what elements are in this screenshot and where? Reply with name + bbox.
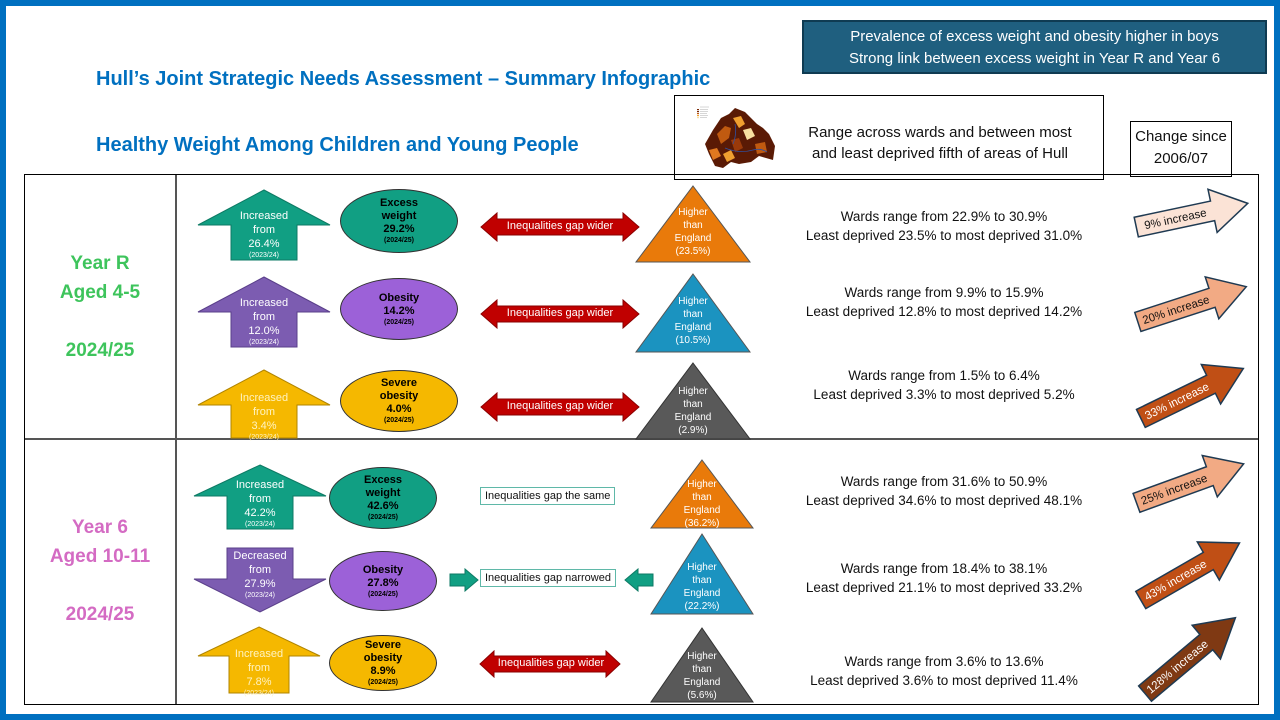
group-year: 2024/25: [65, 340, 135, 361]
gap-label: Inequalities gap narrowed: [480, 569, 616, 587]
change-label: 33% increase: [1143, 381, 1212, 423]
ward-range-heading-line1: Range across wards and between most: [808, 124, 1072, 141]
trend-label: Increased from 42.2% (2023/24): [235, 479, 285, 528]
page-subtitle: Healthy Weight Among Children and Young People: [96, 134, 579, 156]
hull-ward-map-icon: [695, 104, 777, 170]
group-name: Year R: [70, 253, 130, 274]
group-age: Aged 10-11: [49, 546, 151, 567]
measure-ellipse: Severe obesity 4.0% (2024/25): [340, 370, 458, 432]
gap-label: Inequalities gap wider: [497, 657, 605, 669]
england-comparison-label: Higher than England (36.2%): [683, 479, 721, 529]
change-label: 20% increase: [1141, 294, 1212, 327]
gap-label: Inequalities gap wider: [506, 307, 614, 319]
metric-row: [25, 531, 1260, 619]
england-comparison-label: Higher than England (2.9%): [674, 386, 712, 436]
group-year: 2024/25: [65, 604, 135, 625]
change-label: 43% increase: [1142, 558, 1210, 604]
england-comparison-label: Higher than England (22.2%): [683, 562, 721, 612]
metric-row: [25, 270, 1260, 358]
metric-row: [25, 619, 1260, 707]
measure-ellipse: Obesity 27.8% (2024/25): [329, 551, 437, 611]
ward-range-heading-line2: and least deprived fifth of areas of Hull: [812, 145, 1068, 162]
england-comparison-label: Higher than England (23.5%): [674, 207, 712, 257]
ward-range-header: [674, 95, 1104, 180]
metric-row: [25, 355, 1260, 443]
metric-row: [25, 443, 1260, 531]
narrowing-arrow-right-icon: [449, 568, 479, 592]
measure-ellipse: Excess weight 29.2% (2024/25): [340, 189, 458, 253]
change-arrow-icon: [1127, 595, 1257, 709]
trend-label: Increased from 3.4% (2023/24): [239, 392, 289, 441]
change-label: 9% increase: [1143, 207, 1208, 233]
change-arrow-icon: [1131, 341, 1255, 437]
change-arrow-icon: [1131, 260, 1255, 340]
ward-range-text: Wards range from 3.6% to 13.6% Least deprived 3.6% to most deprived 11.4%: [810, 654, 1078, 688]
change-since-line2: 2006/07: [1153, 150, 1209, 167]
ward-range-heading: [781, 122, 1099, 164]
infographic-table: [24, 174, 1259, 705]
gap-label: Inequalities gap the same: [480, 487, 615, 505]
group-name: Year 6: [72, 517, 128, 538]
page-title: Hull’s Joint Strategic Needs Assessment – Summary Infographic: [96, 68, 711, 90]
slide: [6, 6, 1274, 714]
england-comparison-label: Higher than England (5.6%): [683, 651, 721, 701]
ward-range-text: Wards range from 18.4% to 38.1% Least deprived 21.1% to most deprived 33.2%: [805, 561, 1083, 595]
trend-label: Increased from 26.4% (2023/24): [239, 210, 289, 259]
trend-label: Increased from 7.8% (2023/24): [234, 648, 284, 697]
measure-ellipse: Obesity 14.2% (2024/25): [340, 278, 458, 340]
trend-label: Decreased from 27.9% (2023/24): [233, 550, 287, 599]
group-age: Aged 4-5: [59, 282, 141, 303]
gap-label: Inequalities gap wider: [506, 220, 614, 232]
change-arrow-icon: [1131, 181, 1255, 241]
key-finding-2: Strong link between excess weight in Year R and Year 6: [848, 50, 1221, 67]
measure-ellipse: Excess weight 42.6% (2024/25): [329, 467, 437, 529]
ward-range-text: Wards range from 31.6% to 50.9% Least deprived 34.6% to most deprived 48.1%: [805, 474, 1083, 508]
change-label: 128% increase: [1144, 638, 1211, 697]
key-finding-1: Prevalence of excess weight and obesity higher in boys: [850, 28, 1219, 45]
gap-label: Inequalities gap wider: [506, 400, 614, 412]
measure-ellipse: Severe obesity 8.9% (2024/25): [329, 635, 437, 691]
england-comparison-label: Higher than England (10.5%): [674, 296, 712, 346]
trend-label: Increased from 12.0% (2023/24): [239, 297, 289, 346]
change-label: 25% increase: [1139, 472, 1210, 508]
key-findings-box: [802, 20, 1267, 74]
change-since-header: [1130, 121, 1232, 177]
metric-row: [25, 181, 1260, 269]
ward-range-text: Wards range from 9.9% to 15.9% Least deprived 12.8% to most deprived 14.2%: [805, 285, 1083, 319]
ward-range-text: Wards range from 22.9% to 30.9% Least deprived 23.5% to most deprived 31.0%: [805, 209, 1083, 243]
ward-range-text: Wards range from 1.5% to 6.4% Least deprived 3.3% to most deprived 5.2%: [813, 368, 1075, 402]
change-arrow-icon: [1129, 439, 1253, 523]
change-since-line1: Change since: [1135, 128, 1227, 145]
